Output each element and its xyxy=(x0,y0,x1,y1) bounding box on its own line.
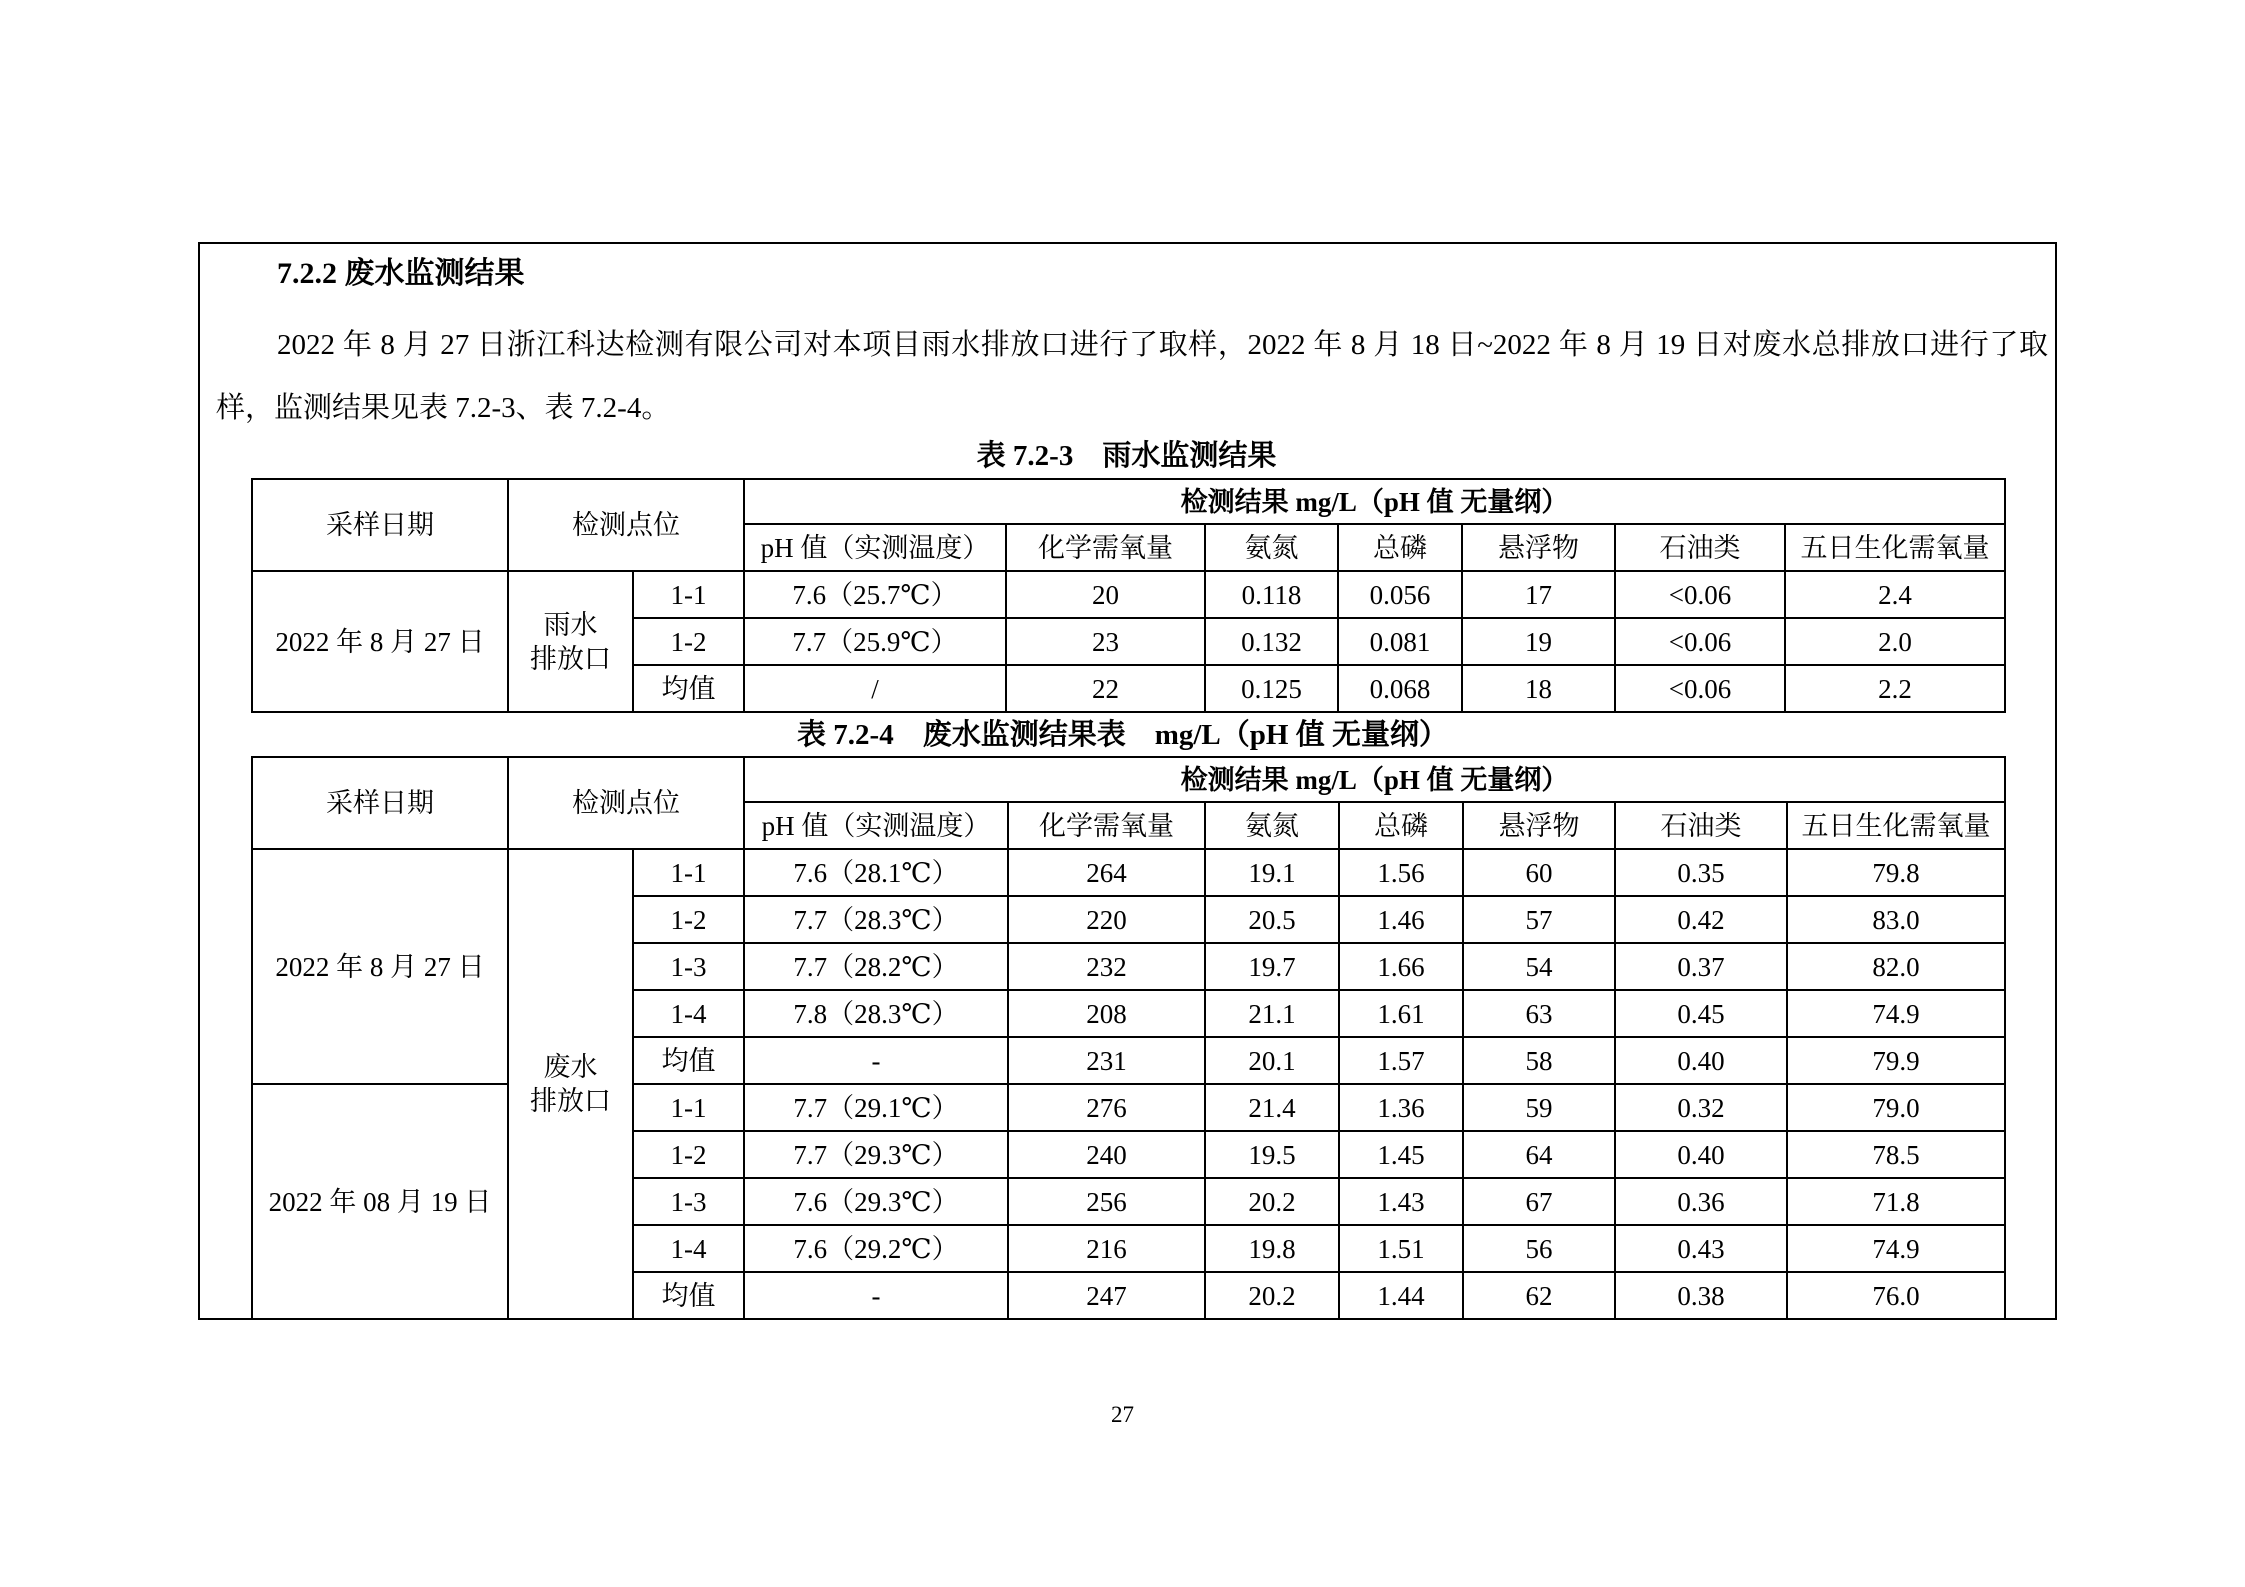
suspended-solids-cell: 56 xyxy=(1463,1225,1615,1272)
suspended-solids-cell: 19 xyxy=(1462,618,1615,665)
sample-id-cell: 1-2 xyxy=(633,618,744,665)
sample-id-cell: 1-1 xyxy=(633,849,744,896)
bod5-cell: 79.0 xyxy=(1787,1084,2005,1131)
ammonia-cell: 19.1 xyxy=(1205,849,1339,896)
ph-cell: - xyxy=(744,1037,1008,1084)
ph-cell: 7.7（25.9℃） xyxy=(744,618,1006,665)
ph-cell: 7.6（29.2℃） xyxy=(744,1225,1008,1272)
petroleum-cell: 0.37 xyxy=(1615,943,1787,990)
bod5-cell: 79.8 xyxy=(1787,849,2005,896)
section-heading: 7.2.2 废水监测结果 xyxy=(277,257,525,290)
sample-id-cell: 1-3 xyxy=(633,1178,744,1225)
location-label-line: 废水 xyxy=(543,1052,598,1082)
total-phosphorus-cell: 1.36 xyxy=(1339,1084,1463,1131)
header-results-group: 检测结果 mg/L（pH 值 无量纲） xyxy=(744,479,2005,524)
bod5-cell: 76.0 xyxy=(1787,1272,2005,1319)
ph-cell: 7.6（29.3℃） xyxy=(744,1178,1008,1225)
petroleum-cell: 0.38 xyxy=(1615,1272,1787,1319)
location-label-line: 雨水 xyxy=(543,609,598,640)
sample-id-cell: 1-4 xyxy=(633,1225,744,1272)
header-results-group: 检测结果 mg/L（pH 值 无量纲） xyxy=(744,757,2005,802)
header-suspended-solids: 悬浮物 xyxy=(1463,802,1615,849)
total-phosphorus-cell: 1.46 xyxy=(1339,896,1463,943)
petroleum-cell: <0.06 xyxy=(1615,665,1785,712)
petroleum-cell: 0.40 xyxy=(1615,1037,1787,1084)
bod5-cell: 79.9 xyxy=(1787,1037,2005,1084)
header-suspended-solids: 悬浮物 xyxy=(1462,524,1615,571)
suspended-solids-cell: 17 xyxy=(1462,571,1615,618)
total-phosphorus-cell: 0.068 xyxy=(1338,665,1462,712)
total-phosphorus-cell: 1.61 xyxy=(1339,990,1463,1037)
location-cell xyxy=(508,571,633,712)
header-bod5: 五日生化需氧量 xyxy=(1787,802,2005,849)
total-phosphorus-cell: 1.56 xyxy=(1339,849,1463,896)
total-phosphorus-cell: 1.51 xyxy=(1339,1225,1463,1272)
ammonia-cell: 21.4 xyxy=(1205,1084,1339,1131)
header-ph: pH 值（实测温度） xyxy=(744,802,1008,849)
cod-cell: 232 xyxy=(1008,943,1205,990)
total-phosphorus-cell: 1.43 xyxy=(1339,1178,1463,1225)
bod5-cell: 74.9 xyxy=(1787,990,2005,1037)
petroleum-cell: <0.06 xyxy=(1615,618,1785,665)
ammonia-cell: 20.5 xyxy=(1205,896,1339,943)
wastewater-results-table xyxy=(251,756,2006,1320)
suspended-solids-cell: 59 xyxy=(1463,1084,1615,1131)
ammonia-cell: 20.2 xyxy=(1205,1178,1339,1225)
ph-cell: 7.8（28.3℃） xyxy=(744,990,1008,1037)
location-label-line: 排放口 xyxy=(530,1086,611,1116)
suspended-solids-cell: 62 xyxy=(1463,1272,1615,1319)
header-petroleum: 石油类 xyxy=(1615,802,1787,849)
ph-cell: - xyxy=(744,1272,1008,1319)
bod5-cell: 71.8 xyxy=(1787,1178,2005,1225)
ph-cell: 7.7（28.3℃） xyxy=(744,896,1008,943)
total-phosphorus-cell: 1.57 xyxy=(1339,1037,1463,1084)
rainwater-results-table xyxy=(251,478,2006,713)
cod-cell: 23 xyxy=(1006,618,1205,665)
bod5-cell: 2.2 xyxy=(1785,665,2005,712)
suspended-solids-cell: 67 xyxy=(1463,1178,1615,1225)
petroleum-cell: <0.06 xyxy=(1615,571,1785,618)
bod5-cell: 82.0 xyxy=(1787,943,2005,990)
suspended-solids-cell: 18 xyxy=(1462,665,1615,712)
ammonia-cell: 0.132 xyxy=(1205,618,1338,665)
cod-cell: 256 xyxy=(1008,1178,1205,1225)
cod-cell: 264 xyxy=(1008,849,1205,896)
page-number: 27 xyxy=(1111,1402,1134,1427)
header-petroleum: 石油类 xyxy=(1615,524,1785,571)
total-phosphorus-cell: 1.44 xyxy=(1339,1272,1463,1319)
header-monitoring-point: 检测点位 xyxy=(508,479,744,571)
sample-id-cell: 1-1 xyxy=(633,1084,744,1131)
sample-id-cell: 均值 xyxy=(633,1272,744,1319)
suspended-solids-cell: 58 xyxy=(1463,1037,1615,1084)
sample-id-cell: 1-1 xyxy=(633,571,744,618)
bod5-cell: 78.5 xyxy=(1787,1131,2005,1178)
petroleum-cell: 0.36 xyxy=(1615,1178,1787,1225)
suspended-solids-cell: 64 xyxy=(1463,1131,1615,1178)
header-sampling-date: 采样日期 xyxy=(252,757,508,849)
sampling-date-cell: 2022 年 8 月 27 日 xyxy=(252,849,508,1084)
ammonia-cell: 19.7 xyxy=(1205,943,1339,990)
ph-cell: 7.6（25.7℃） xyxy=(744,571,1006,618)
ammonia-cell: 0.125 xyxy=(1205,665,1338,712)
suspended-solids-cell: 60 xyxy=(1463,849,1615,896)
bod5-cell: 74.9 xyxy=(1787,1225,2005,1272)
bod5-cell: 83.0 xyxy=(1787,896,2005,943)
header-monitoring-point: 检测点位 xyxy=(508,757,744,849)
cod-cell: 247 xyxy=(1008,1272,1205,1319)
suspended-solids-cell: 57 xyxy=(1463,896,1615,943)
cod-cell: 20 xyxy=(1006,571,1205,618)
location-label-line: 排放口 xyxy=(530,643,611,674)
header-bod5: 五日生化需氧量 xyxy=(1785,524,2005,571)
ph-cell: 7.7（28.2℃） xyxy=(744,943,1008,990)
sample-id-cell: 1-4 xyxy=(633,990,744,1037)
ph-cell: 7.7（29.1℃） xyxy=(744,1084,1008,1131)
ammonia-cell: 0.118 xyxy=(1205,571,1338,618)
total-phosphorus-cell: 0.081 xyxy=(1338,618,1462,665)
total-phosphorus-cell: 1.45 xyxy=(1339,1131,1463,1178)
sample-id-cell: 1-3 xyxy=(633,943,744,990)
petroleum-cell: 0.42 xyxy=(1615,896,1787,943)
header-ammonia: 氨氮 xyxy=(1205,524,1338,571)
header-total-phosphorus: 总磷 xyxy=(1338,524,1462,571)
table-caption-wastewater: 表 7.2-4 废水监测结果表 mg/L（pH 值 无量纲） xyxy=(797,719,1448,751)
location-cell xyxy=(508,849,633,1319)
header-cod: 化学需氧量 xyxy=(1008,802,1205,849)
ph-cell: / xyxy=(744,665,1006,712)
sample-id-cell: 均值 xyxy=(633,665,744,712)
header-total-phosphorus: 总磷 xyxy=(1339,802,1463,849)
petroleum-cell: 0.40 xyxy=(1615,1131,1787,1178)
sample-id-cell: 1-2 xyxy=(633,896,744,943)
total-phosphorus-cell: 0.056 xyxy=(1338,571,1462,618)
suspended-solids-cell: 54 xyxy=(1463,943,1615,990)
total-phosphorus-cell: 1.66 xyxy=(1339,943,1463,990)
table-row xyxy=(252,849,2005,896)
suspended-solids-cell: 63 xyxy=(1463,990,1615,1037)
sampling-date-cell: 2022 年 8 月 27 日 xyxy=(252,571,508,712)
table-caption-rainwater: 表 7.2-3 雨水监测结果 xyxy=(976,440,1277,472)
header-sampling-date: 采样日期 xyxy=(252,479,508,571)
petroleum-cell: 0.45 xyxy=(1615,990,1787,1037)
petroleum-cell: 0.32 xyxy=(1615,1084,1787,1131)
petroleum-cell: 0.35 xyxy=(1615,849,1787,896)
bod5-cell: 2.0 xyxy=(1785,618,2005,665)
ammonia-cell: 19.5 xyxy=(1205,1131,1339,1178)
header-cod: 化学需氧量 xyxy=(1006,524,1205,571)
cod-cell: 220 xyxy=(1008,896,1205,943)
cod-cell: 216 xyxy=(1008,1225,1205,1272)
cod-cell: 208 xyxy=(1008,990,1205,1037)
ammonia-cell: 21.1 xyxy=(1205,990,1339,1037)
petroleum-cell: 0.43 xyxy=(1615,1225,1787,1272)
ammonia-cell: 20.2 xyxy=(1205,1272,1339,1319)
body-paragraph: 2022 年 8 月 27 日浙江科达检测有限公司对本项目雨水排放口进行了取样，2022 年 8 月 18 日~2022 年 8 月 19 日对废水总排放口进行了取样，监测结果见表 7.2-3、表 7.2-4。 xyxy=(216,329,2048,424)
sample-id-cell: 1-2 xyxy=(633,1131,744,1178)
sampling-date-cell: 2022 年 08 月 19 日 xyxy=(252,1084,508,1319)
header-ammonia: 氨氮 xyxy=(1205,802,1339,849)
cod-cell: 22 xyxy=(1006,665,1205,712)
bod5-cell: 2.4 xyxy=(1785,571,2005,618)
cod-cell: 276 xyxy=(1008,1084,1205,1131)
cod-cell: 231 xyxy=(1008,1037,1205,1084)
ammonia-cell: 20.1 xyxy=(1205,1037,1339,1084)
table-row xyxy=(252,571,2005,618)
ph-cell: 7.6（28.1℃） xyxy=(744,849,1008,896)
header-ph: pH 值（实测温度） xyxy=(744,524,1006,571)
sample-id-cell: 均值 xyxy=(633,1037,744,1084)
ammonia-cell: 19.8 xyxy=(1205,1225,1339,1272)
ph-cell: 7.7（29.3℃） xyxy=(744,1131,1008,1178)
cod-cell: 240 xyxy=(1008,1131,1205,1178)
